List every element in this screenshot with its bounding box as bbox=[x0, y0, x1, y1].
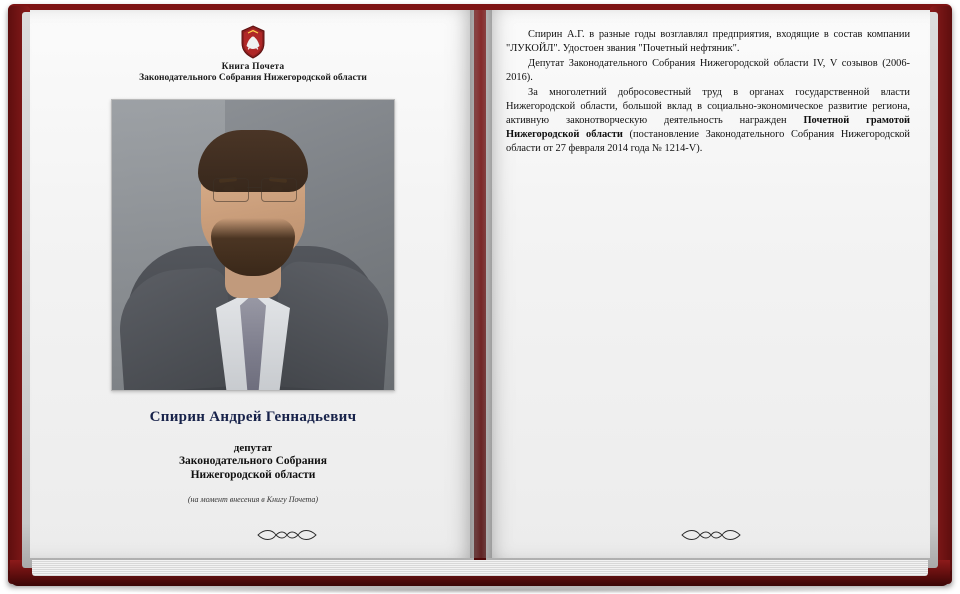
book-subtitle: Законодательного Собрания Нижегородской области bbox=[139, 73, 367, 83]
person-role-note: (на момент внесения в Книгу Почета) bbox=[187, 494, 319, 504]
page-edge-bottom bbox=[32, 560, 928, 576]
biography-paragraph-3: За многолетний добросовестный труд в органах государственной власти Нижегородской области, большой вклад в социально-экономическое развитие региона, активную законотворческую деятельность награжден Почетной грамотой Нижегородской области (постановление Законодательного Собрания Нижегородской области от 27 февраля 2014 года № 1214-V). bbox=[506, 86, 910, 154]
person-role-org-line1: Законодательного Собрания bbox=[178, 455, 327, 467]
flourish-ornament-icon-left bbox=[252, 527, 322, 543]
open-book bbox=[8, 4, 952, 590]
person-role-title: депутат bbox=[233, 442, 273, 454]
coat-of-arms-icon bbox=[233, 24, 273, 60]
book-title: Книга Почета bbox=[221, 62, 285, 72]
book-drop-shadow bbox=[38, 586, 938, 594]
biography-paragraph-2: Депутат Законодательного Собрания Нижегородской области IV, V созывов (2006-2016). bbox=[506, 57, 910, 83]
book-gutter bbox=[470, 10, 492, 558]
person-name: Спирин Андрей Геннадьевич bbox=[149, 409, 357, 425]
photo-glasses-right bbox=[261, 178, 297, 202]
person-role-org-line2: Нижегородской области bbox=[190, 469, 316, 482]
photo-glasses-bridge bbox=[247, 187, 261, 188]
right-page-content bbox=[506, 28, 910, 156]
left-page-content bbox=[46, 18, 460, 550]
portrait-photo bbox=[111, 99, 395, 391]
photo-glasses-left bbox=[213, 178, 249, 202]
flourish-ornament-icon-right bbox=[676, 527, 746, 543]
biography-paragraph-1: Спирин А.Г. в разные годы возглавлял предприятия, входящие в состав компании "ЛУКОЙЛ". Удостоен звания "Почетный нефтяник". bbox=[506, 29, 910, 54]
